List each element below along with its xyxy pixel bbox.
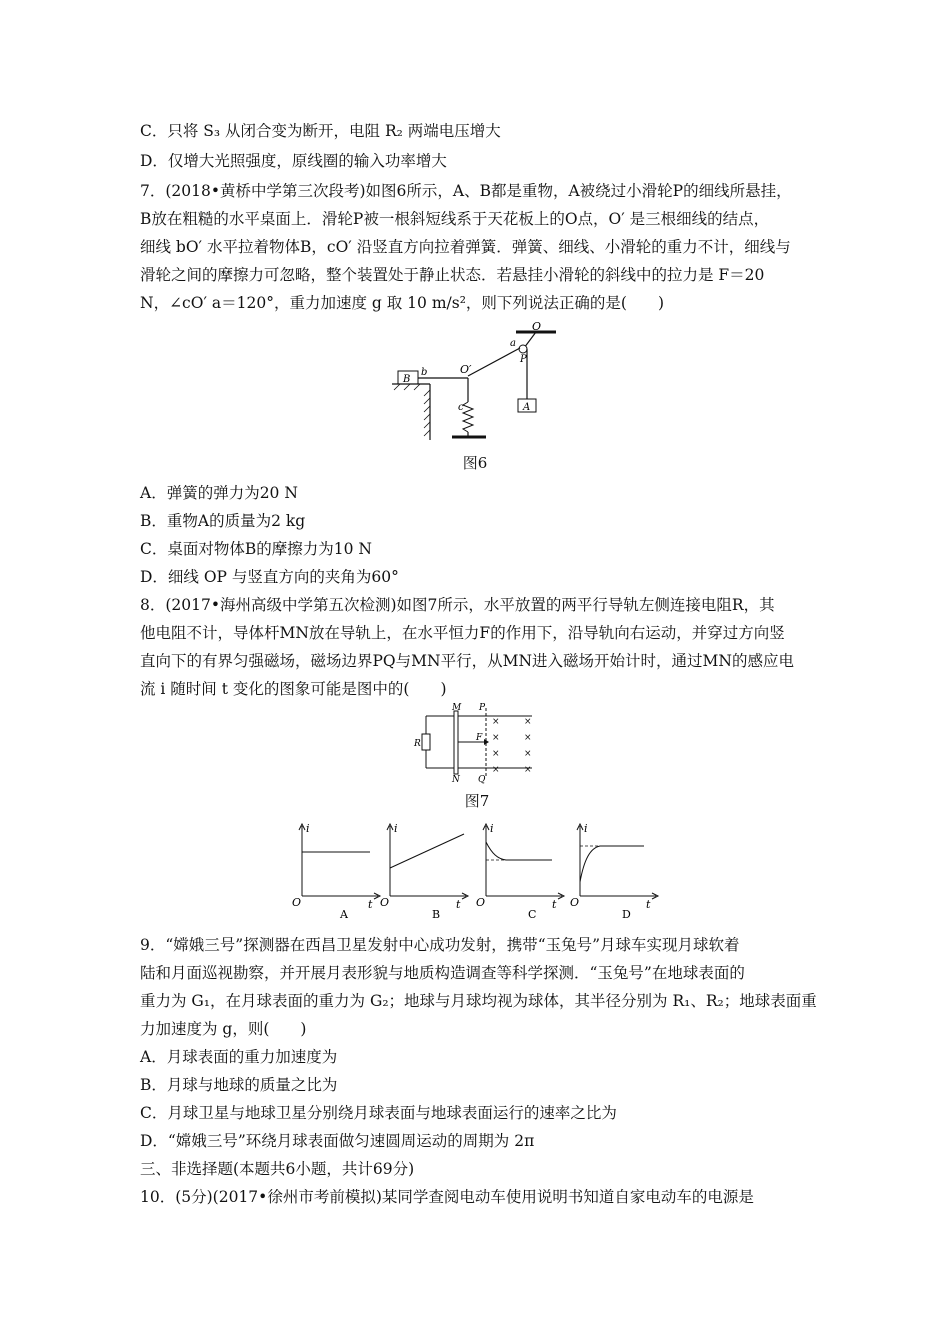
graph-c-x-label: t bbox=[552, 898, 557, 911]
figure-6-caption: 图6 bbox=[462, 454, 488, 472]
q7-line-2: B放在粗糙的水平桌面上．滑轮P被一根斜短线系于天花板上的O点，O′ 是三根细线的结点， bbox=[140, 210, 770, 228]
fig6-label-b: b bbox=[421, 367, 428, 378]
fig7-label-F: F bbox=[476, 733, 483, 743]
figure-7-diagram bbox=[412, 702, 542, 784]
fig6-label-A: A bbox=[523, 402, 531, 413]
fig7-label-P: P bbox=[479, 703, 486, 713]
field-x: × bbox=[492, 717, 500, 727]
q7-option-d: D．细线 OP 与竖直方向的夹角为60° bbox=[140, 568, 399, 586]
graph-b-origin: O bbox=[380, 896, 390, 909]
graph-d-label: D bbox=[622, 908, 631, 920]
graph-d-origin: O bbox=[570, 896, 580, 909]
graph-a-x-label: t bbox=[368, 898, 373, 911]
graph-d-y-label: i bbox=[584, 822, 588, 835]
graph-a-y-label: i bbox=[306, 822, 310, 835]
graph-b-x-label: t bbox=[456, 898, 461, 911]
fig6-label-c: c bbox=[458, 402, 464, 413]
fig6-label-a: a bbox=[510, 338, 516, 349]
graph-a-origin: O bbox=[292, 896, 302, 909]
q8-line-1: 8．(2017•海州高级中学第五次检测)如图7所示，水平放置的两平行导轨左侧连接电阻R，其 bbox=[140, 596, 775, 614]
graph-b-y-label: i bbox=[394, 822, 398, 835]
graph-a-label: A bbox=[340, 908, 348, 920]
field-x: × bbox=[492, 765, 500, 775]
figure-6-diagram bbox=[390, 322, 570, 442]
graph-c-label: C bbox=[528, 908, 537, 920]
fig7-label-R: R bbox=[414, 739, 421, 749]
fig7-label-N: N bbox=[452, 775, 460, 784]
figure-7-caption: 图7 bbox=[464, 792, 490, 810]
fig6-label-B: B bbox=[403, 374, 411, 385]
graph-d bbox=[570, 820, 670, 920]
q7-option-c: C．桌面对物体B的摩擦力为10 N bbox=[140, 540, 372, 558]
q9-option-c: C．月球卫星与地球卫星分别绕月球表面与地球表面运行的速率之比为 bbox=[140, 1104, 617, 1122]
q9-option-a: A．月球表面的重力加速度为 bbox=[140, 1048, 338, 1066]
q10-line-1: 10．(5分)(2017•徐州市考前模拟)某同学查阅电动车使用说明书知道自家电动车的电源是 bbox=[140, 1188, 754, 1206]
q8-line-3: 直向下的有界匀强磁场，磁场边界PQ与MN平行，从MN进入磁场开始计时，通过MN的感应电 bbox=[140, 652, 794, 670]
q7-line-1: 7．(2018•黄桥中学第三次段考)如图6所示，A、B都是重物，A被绕过小滑轮P的细线所悬挂， bbox=[140, 182, 792, 200]
section-3-heading: 三、非选择题(本题共6小题，共计69分) bbox=[140, 1160, 415, 1178]
fig6-label-O: O bbox=[532, 322, 542, 333]
q7-option-a: A．弹簧的弹力为20 N bbox=[140, 484, 298, 502]
q8-line-4: 流 i 随时间 t 变化的图象可能是图中的( ) bbox=[140, 680, 447, 698]
graph-c-origin: O bbox=[476, 896, 486, 909]
field-x: × bbox=[492, 733, 500, 743]
q6-option-c: C．只将 S₃ 从闭合变为断开，电阻 R₂ 两端电压增大 bbox=[140, 122, 501, 140]
q9-option-d: D．“嫦娥三号”环绕月球表面做匀速圆周运动的周期为 2π bbox=[140, 1132, 535, 1150]
field-x: × bbox=[524, 765, 532, 775]
fig6-label-P: P bbox=[520, 354, 527, 365]
graph-c bbox=[476, 820, 576, 920]
field-x: × bbox=[524, 733, 532, 743]
field-x: × bbox=[492, 749, 500, 759]
q7-line-3: 细线 bO′ 水平拉着物体B，cO′ 沿竖直方向拉着弹簧．弹簧、细线、小滑轮的重力不计，细线与 bbox=[140, 238, 791, 256]
q7-line-4: 滑轮之间的摩擦力可忽略，整个装置处于静止状态．若悬挂小滑轮的斜线中的拉力是 F＝20 bbox=[140, 266, 765, 284]
q7-option-b: B．重物A的质量为2 kg bbox=[140, 512, 306, 530]
graph-b-label: B bbox=[432, 908, 441, 920]
graph-c-y-label: i bbox=[490, 822, 494, 835]
q9-option-b: B．月球与地球的质量之比为 bbox=[140, 1076, 338, 1094]
graph-a bbox=[288, 820, 388, 920]
graph-b bbox=[380, 820, 480, 920]
fig7-label-M: M bbox=[452, 703, 462, 713]
q9-line-1: 9．“嫦娥三号”探测器在西昌卫星发射中心成功发射，携带“玉兔号”月球车实现月球软着 bbox=[140, 936, 740, 954]
fig7-label-Q: Q bbox=[478, 775, 486, 784]
q9-line-3: 重力为 G₁，在月球表面的重力为 G₂；地球与月球均视为球体，其半径分别为 R₁、R₂；地球表面重 bbox=[140, 992, 817, 1010]
field-x: × bbox=[524, 717, 532, 727]
q6-option-d: D．仅增大光照强度，原线圈的输入功率增大 bbox=[140, 152, 447, 170]
graph-d-x-label: t bbox=[646, 898, 651, 911]
q7-line-5: N，∠cO′ a＝120°，重力加速度 g 取 10 m/s²，则下列说法正确的是( ) bbox=[140, 294, 664, 312]
q9-line-2: 陆和月面巡视勘察，并开展月表形貌与地质构造调查等科学探测．“玉兔号”在地球表面的 bbox=[140, 964, 745, 982]
fig6-label-O-prime: O′ bbox=[460, 363, 472, 376]
field-x: × bbox=[524, 749, 532, 759]
q9-line-4: 力加速度为 g，则( ) bbox=[140, 1020, 307, 1038]
q8-line-2: 他电阻不计，导体杆MN放在导轨上，在水平恒力F的作用下，沿导轨向右运动，并穿过方向竖 bbox=[140, 624, 785, 642]
